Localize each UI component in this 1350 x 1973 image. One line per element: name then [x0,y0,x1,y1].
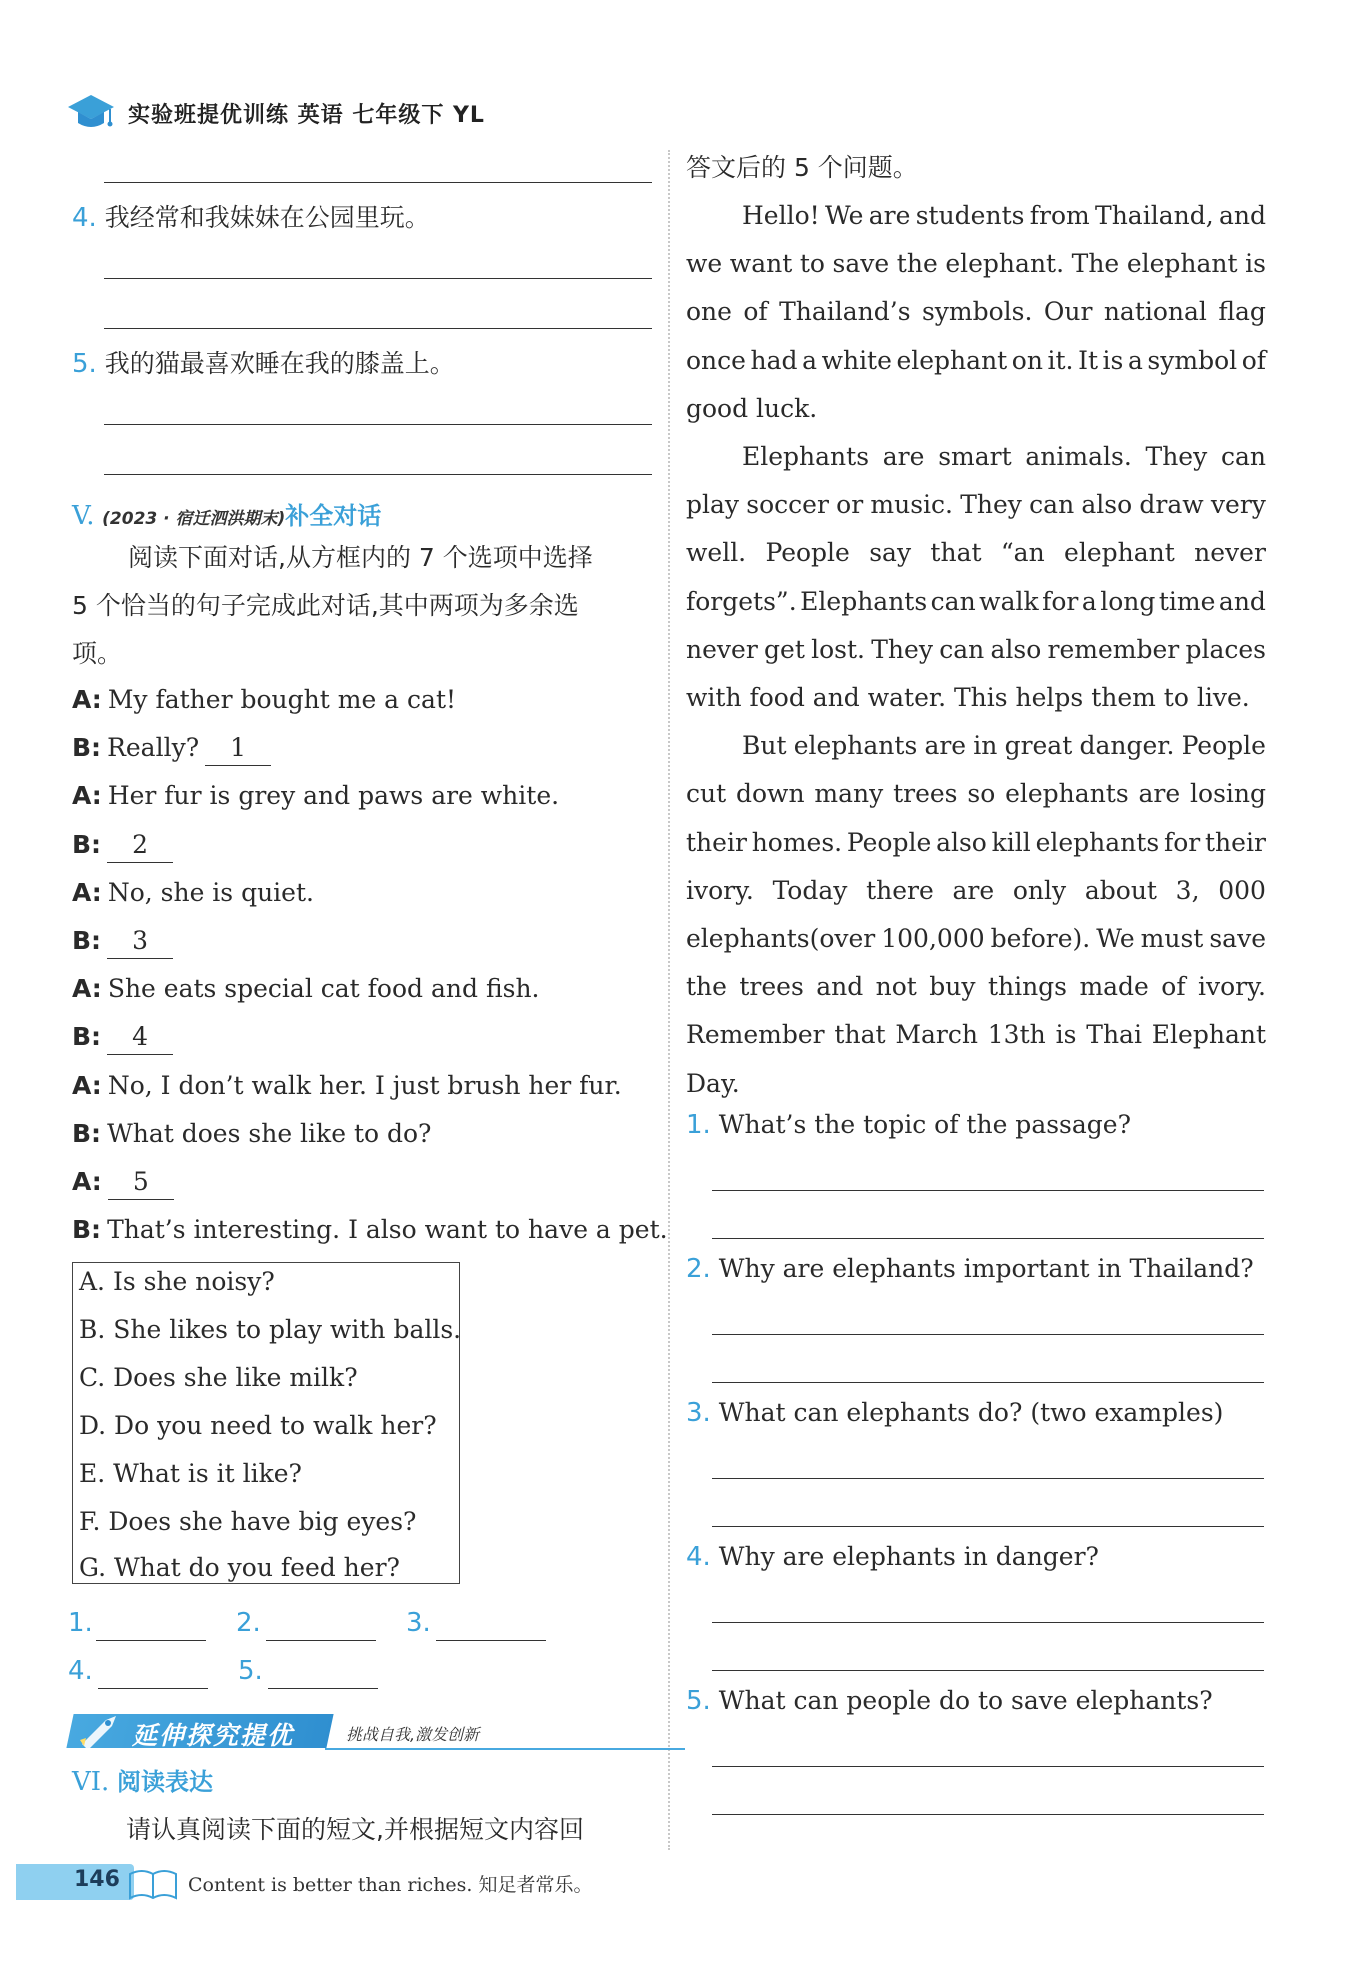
passage-text: Elephants are smart animals. They can [742,442,1266,471]
question-5 [686,1686,1213,1716]
answer-line[interactable] [712,1238,1264,1239]
footer-quote: Content is better than riches. 知足者常乐。 [188,1874,593,1896]
question-1 [686,1110,1131,1140]
dialog-text: That’s interesting. I also want to have a pet. [107,1215,668,1245]
option-e: E. What is it like? [79,1459,302,1488]
answer-line[interactable] [712,1670,1264,1671]
section-name: 补全对话 [285,502,382,530]
rocket-icon [76,1712,122,1750]
question-text: What can elephants do? (two examples) [718,1398,1224,1427]
dialog-line [72,724,271,772]
dialog-blank[interactable]: 1 [205,731,271,766]
dialog-line [72,676,456,724]
translation-item [72,340,455,388]
answer-blank-2[interactable] [266,1640,376,1641]
question-text: Why are elephants in danger? [718,1542,1099,1571]
speaker-label: B: [72,1022,102,1052]
passage-line [686,867,1266,915]
option-f: F. Does she have big eyes? [79,1507,417,1536]
dialog-line [72,1158,174,1206]
passage-text: never get lost. They can also remember places [686,634,1266,664]
speaker-label: B: [72,926,102,955]
question-number: 4. [686,1542,711,1572]
speaker-label: B: [72,1215,102,1245]
speaker-label: A: [72,781,102,811]
section-v-title [72,496,381,531]
answer-line[interactable] [104,474,652,475]
answer-line[interactable] [712,1190,1264,1191]
speaker-label: B: [72,829,102,859]
question-2 [686,1254,1254,1284]
speaker-label: B: [72,733,102,763]
passage-text: elephants(over 100,000 before). We must save [686,924,1266,953]
answer-blank-3[interactable] [436,1640,546,1641]
instruction-line: 项。 [72,639,123,668]
answer-number: 1. [68,1608,93,1638]
speaker-label: A: [72,974,102,1004]
passage-text: ivory. Today there are only about 3, 000 [686,875,1266,905]
dialog-line [72,917,173,965]
header-title: 实验班提优训练 英语 七年级下 YL [128,102,485,128]
passage-line [686,626,1266,674]
dialog-line [72,1062,622,1110]
dialog-blank[interactable]: 5 [108,1165,174,1200]
answer-line[interactable] [104,182,652,183]
passage-text: play soccer or music. They can also draw very [686,490,1266,520]
banner-underline [325,1748,685,1750]
dialog-text: No, she is quiet. [107,877,314,907]
passage-line [686,1060,1266,1108]
item-text: 我的猫最喜欢睡在我的膝盖上。 [104,349,455,378]
question-text: What can people do to save elephants? [718,1686,1213,1715]
section-number: V. [72,501,95,531]
answer-line[interactable] [712,1622,1264,1623]
dialog-text: Her fur is grey and paws are white. [107,781,560,811]
answer-line[interactable] [712,1382,1264,1383]
answer-blank-1[interactable] [96,1640,206,1641]
passage-line [686,963,1266,1011]
passage-text: Hello! We are students from Thailand, and [742,201,1266,230]
dialog-line [72,1013,173,1061]
answer-blank-4[interactable] [98,1688,208,1689]
passage-text: their homes. People also kill elephants for their [686,827,1266,857]
question-3 [686,1398,1223,1428]
dialog-blank[interactable]: 3 [107,924,173,959]
answer-line[interactable] [104,278,652,279]
answer-line[interactable] [712,1478,1264,1479]
passage-text: one of Thailand’s symbols. Our national flag [686,297,1266,327]
passage-text: good luck. [686,393,818,423]
answer-number: 4. [68,1656,93,1686]
dialog-line [72,821,173,869]
passage-text: forgets”. Elephants can walk for a long time and [686,586,1266,616]
question-text: Why are elephants important in Thailand? [718,1254,1254,1283]
dialog-line [72,1110,431,1158]
instruction-line: 请认真阅读下面的短文,并根据短文内容回 [126,1815,584,1844]
page-number-tab [16,1864,166,1902]
dialog-text: No, I don’t walk her. I just brush her fur. [107,1070,622,1100]
dialog-text: She eats special cat food and fish. [107,974,540,1004]
page-header [66,88,485,138]
answer-line[interactable] [104,328,652,329]
option-b: B. She likes to play with balls. [79,1315,462,1344]
answer-line[interactable] [712,1526,1264,1527]
options-box [72,1262,460,1584]
option-c: C. Does she like milk? [79,1363,358,1392]
answer-line[interactable] [104,424,652,425]
book-icon [126,1864,180,1904]
passage-line [686,337,1266,385]
dialog-text: Really? [107,733,200,763]
dialog-blank[interactable]: 4 [107,1020,173,1055]
passage-text: once had a white elephant on it. It is a symbol of [686,345,1266,375]
speaker-label: A: [72,1070,102,1100]
passage-text: well. People say that “an elephant never [686,538,1266,568]
dialog-text: What does she like to do? [107,1118,432,1148]
answer-line[interactable] [712,1814,1264,1815]
speaker-label: A: [72,877,102,907]
passage-line [742,192,1266,240]
passage-line [686,915,1266,963]
extension-banner [70,1710,615,1750]
passage-text: cut down many trees so elephants are losing [686,779,1266,809]
passage-line [686,1011,1266,1059]
question-number: 5. [686,1686,711,1716]
passage-line [742,433,1266,481]
item-number: 5. [72,349,97,379]
passage-line [686,770,1266,818]
answer-number: 2. [236,1608,261,1638]
passage-text: we want to save the elephant. The elephant is [686,249,1266,279]
passage-line [686,674,1266,722]
item-text: 我经常和我妹妹在公园里玩。 [104,203,430,232]
dialog-line [72,1206,668,1254]
answer-line[interactable] [712,1766,1264,1767]
answer-number: 5. [238,1656,263,1686]
section-vi-title [72,1762,213,1797]
answer-number: 3. [406,1608,431,1638]
dialog-blank[interactable]: 2 [107,828,173,863]
passage-line [742,722,1266,770]
answer-line[interactable] [712,1334,1264,1335]
question-number: 3. [686,1398,711,1428]
translation-item [72,194,430,242]
item-number: 4. [72,203,97,233]
dialog-line [72,965,540,1013]
column-divider [668,150,670,1850]
section-name: 阅读表达 [116,1768,213,1796]
speaker-label: B: [72,1118,102,1148]
passage-text: Remember that March 13th is Thai Elephant [686,1020,1266,1050]
page-number: 146 [74,1867,120,1892]
passage-line [686,481,1266,529]
answer-blank-5[interactable] [268,1688,378,1689]
passage-line [686,288,1266,336]
speaker-label: A: [72,685,102,714]
dialog-line [72,869,314,917]
graduation-cap-icon [66,91,116,135]
banner-title: 延伸探究提优 [132,1721,295,1750]
question-text: What’s the topic of the passage? [718,1110,1131,1139]
section-source: (2023 · 宿迁泗洪期末) [102,509,286,529]
question-number: 2. [686,1254,711,1284]
dialog-text: My father bought me a cat! [107,685,457,714]
option-g: G. What do you feed her? [79,1553,400,1582]
instruction-line: 5 个恰当的句子完成此对话,其中两项为多余选 [72,591,579,620]
passage-line [686,578,1266,626]
instruction-line: 阅读下面对话,从方框内的 7 个选项中选择 [128,543,593,572]
passage-line [686,819,1266,867]
question-4 [686,1542,1099,1572]
question-number: 1. [686,1110,711,1140]
passage-text: the trees and not buy things made of ivory. [686,972,1266,1002]
passage-text: with food and water. This helps them to live. [686,683,1250,712]
option-a: A. Is she noisy? [79,1267,275,1296]
passage-line [686,385,1266,433]
speaker-label: A: [72,1167,102,1196]
dialog-line [72,772,559,820]
passage-line [686,529,1266,577]
passage-text: But elephants are in great danger. People [742,731,1266,761]
section-number: VI. [72,1767,110,1797]
instruction-line: 答文后的 5 个问题。 [686,153,918,182]
banner-subtitle: 挑战自我,激发创新 [346,1725,480,1744]
passage-text: Day. [686,1068,740,1098]
option-d: D. Do you need to walk her? [79,1411,437,1440]
passage-line [686,240,1266,288]
